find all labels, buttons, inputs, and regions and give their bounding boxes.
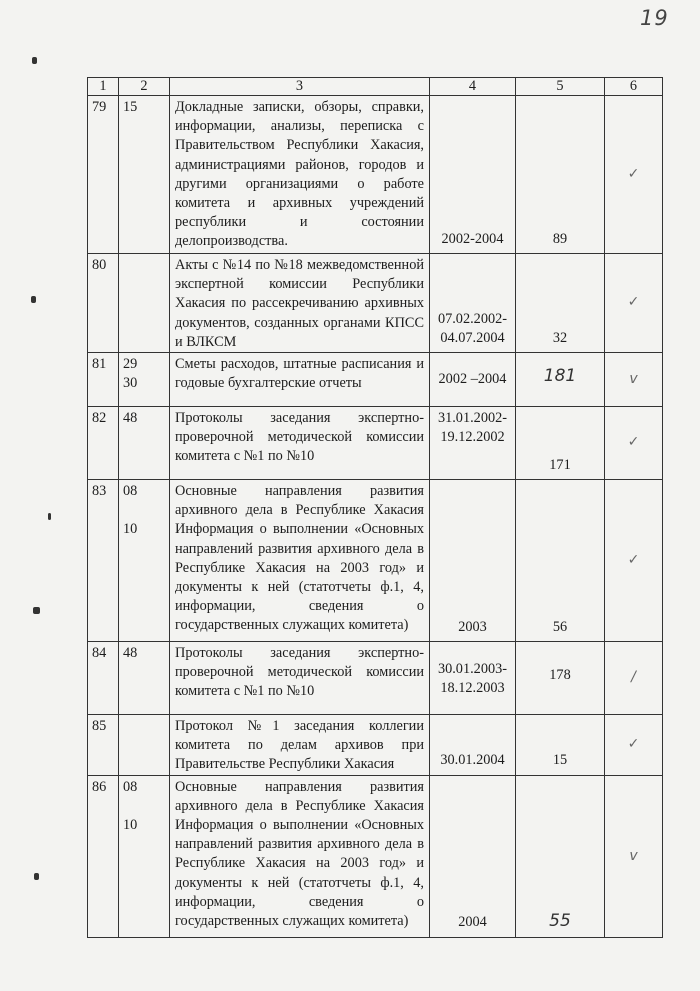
document-title: Акты с №14 по №18 межведомственной экспертной комиссии Республики Хакасия по рассекречиванию архивных документов, созданных органами КПСС и ВЛКСМ: [170, 254, 430, 353]
sheet-count: 181: [516, 353, 605, 407]
date-range: 2002-2004: [430, 96, 516, 254]
table-row: [88, 775, 663, 937]
sheet-count: 171: [516, 407, 605, 480]
date-range: 31.01.2002-19.12.2002: [430, 407, 516, 480]
sheet-count: 178: [516, 642, 605, 715]
document-title: Сметы расходов, штатные расписания и годовые бухгалтерские отчеты: [170, 353, 430, 407]
sub-number: 08 10: [119, 480, 170, 642]
check-mark: v: [605, 775, 663, 937]
date-range: 30.01.2004: [430, 715, 516, 776]
table-header-row: [88, 78, 663, 96]
sheet-count: 89: [516, 96, 605, 254]
check-mark: v: [605, 353, 663, 407]
table-row: [88, 642, 663, 715]
check-mark: ✓: [605, 715, 663, 776]
document-title: Протокол №1 заседания коллегии комитета по делам архивов при Правительстве Республики Хакасия: [170, 715, 430, 776]
column-header: 6: [605, 78, 663, 96]
document-title: Основные направления развития архивного дела в Республике Хакасия Информация о выполнении «Основных направлений развития архивного дела в Республике Хакасия на 2003 год» и документы к ней (статотчеты ф.1, 4, информации, сведения о государственных служащих комитета): [170, 775, 430, 937]
table-row: [88, 254, 663, 353]
row-number: 85: [88, 715, 119, 776]
sheet-count: 32: [516, 254, 605, 353]
scan-mark: [32, 57, 37, 64]
column-header: 3: [170, 78, 430, 96]
sub-number: 15: [119, 96, 170, 254]
document-title: Протоколы заседания экспертно-проверочной методической комиссии комитета с №1 по №10: [170, 407, 430, 480]
check-mark: ✓: [605, 96, 663, 254]
sheet-count: 15: [516, 715, 605, 776]
sub-number: 48: [119, 642, 170, 715]
sub-number: 08 10: [119, 775, 170, 937]
table-row: [88, 96, 663, 254]
row-number: 79: [88, 96, 119, 254]
row-number: 86: [88, 775, 119, 937]
document-title: Основные направления развития архивного дела в Республике Хакасия Информация о выполнении «Основных направлений развития архивного дела в Республике Хакасия на 2003 год» и документы к ней (статотчеты ф.1, 4, информации, сведения о государственных служащих комитета): [170, 480, 430, 642]
sub-number: 48: [119, 407, 170, 480]
page-number: 19: [640, 6, 669, 30]
column-header: 5: [516, 78, 605, 96]
column-header: 4: [430, 78, 516, 96]
check-mark: /: [605, 642, 663, 715]
date-range: 2004: [430, 775, 516, 937]
sub-number: [119, 254, 170, 353]
row-number: 82: [88, 407, 119, 480]
date-range: 2002 –2004: [430, 353, 516, 407]
column-header: 1: [88, 78, 119, 96]
table-row: [88, 480, 663, 642]
table-row: [88, 407, 663, 480]
document-title: Докладные записки, обзоры, справки, информации, анализы, переписка с Правительством Республики Хакасия, администрациями районов, городов и другими организациями о работе комитета и архивных учреждений республики и состоянии делопроизводства.: [170, 96, 430, 254]
sheet-count: 56: [516, 480, 605, 642]
column-header: 2: [119, 78, 170, 96]
scan-mark: [31, 296, 36, 303]
scan-mark: [34, 873, 39, 880]
table-row: [88, 715, 663, 776]
document-title: Протоколы заседания экспертно-проверочной методической комиссии комитета с №1 по №10: [170, 642, 430, 715]
row-number: 84: [88, 642, 119, 715]
sheet-count: 55: [516, 775, 605, 937]
row-number: 80: [88, 254, 119, 353]
check-mark: ✓: [605, 480, 663, 642]
scan-mark: [33, 607, 40, 614]
check-mark: ✓: [605, 254, 663, 353]
date-range: 2003: [430, 480, 516, 642]
sub-number: [119, 715, 170, 776]
row-number: 81: [88, 353, 119, 407]
scan-mark: [48, 513, 51, 520]
table-row: [88, 353, 663, 407]
date-range: 30.01.2003-18.12.2003: [430, 642, 516, 715]
row-number: 83: [88, 480, 119, 642]
sub-number: 29 30: [119, 353, 170, 407]
inventory-table: [87, 77, 663, 938]
check-mark: ✓: [605, 407, 663, 480]
date-range: 07.02.2002-04.07.2004: [430, 254, 516, 353]
